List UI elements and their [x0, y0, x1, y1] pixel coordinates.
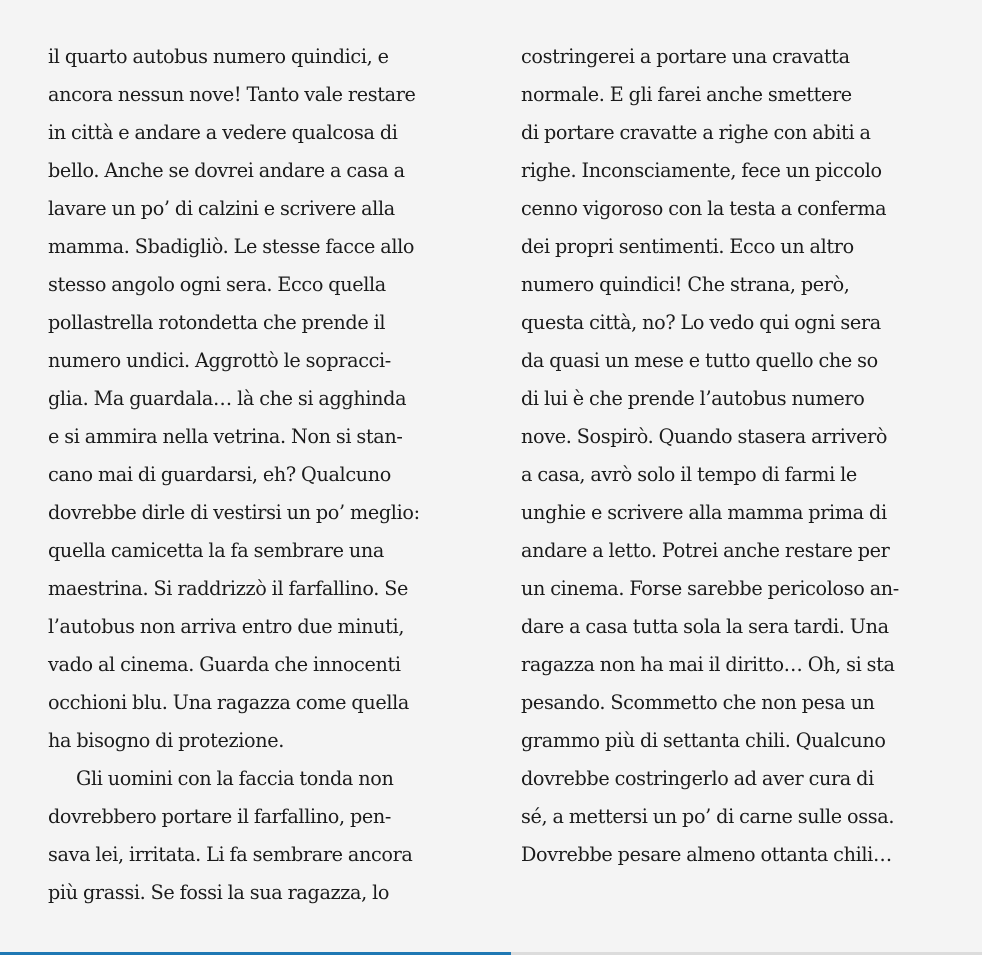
text-line: numero quindici! Che strana, però,: [521, 273, 850, 296]
text-line: bello. Anche se dovrei andare a casa a: [48, 159, 405, 182]
text-line: dovrebbe dirle di vestirsi un po’ meglio:: [48, 501, 420, 524]
text-line: un cinema. Forse sarebbe pericoloso an-: [521, 577, 899, 600]
text-line: dare a casa tutta sola la sera tardi. Una: [521, 615, 889, 638]
text-line: andare a letto. Potrei anche restare per: [521, 539, 890, 562]
text-line: il quarto autobus numero quindici, e: [48, 45, 389, 68]
text-line: Gli uomini con la faccia tonda non: [76, 767, 394, 790]
text-line: cenno vigoroso con la testa a conferma: [521, 197, 887, 220]
text-line: grammo più di settanta chili. Qualcuno: [521, 729, 886, 752]
text-column-left: [48, 42, 488, 916]
text-line: dovrebbe costringerlo ad aver cura di: [521, 767, 874, 790]
text-line: sava lei, irritata. Li fa sembrare ancora: [48, 843, 413, 866]
text-line: dovrebbero portare il farfallino, pen-: [48, 805, 392, 828]
text-line: dei propri sentimenti. Ecco un altro: [521, 235, 854, 258]
text-line: Dovrebbe pesare almeno ottanta chili…: [521, 843, 892, 866]
text-line: di lui è che prende l’autobus numero: [521, 387, 865, 410]
text-line: questa città, no? Lo vedo qui ogni sera: [521, 311, 881, 334]
text-line: cano mai di guardarsi, eh? Qualcuno: [48, 463, 391, 486]
text-line: ragazza non ha mai il diritto… Oh, si sta: [521, 653, 895, 676]
text-line: righe. Inconsciamente, fece un piccolo: [521, 159, 882, 182]
text-line: mamma. Sbadigliò. Le stesse facce allo: [48, 235, 415, 258]
text-line: quella camicetta la fa sembrare una: [48, 539, 385, 562]
text-line: da quasi un mese e tutto quello che so: [521, 349, 878, 372]
text-line: a casa, avrò solo il tempo di farmi le: [521, 463, 857, 486]
text-line: ha bisogno di protezione.: [48, 729, 284, 752]
text-line: di portare cravatte a righe con abiti a: [521, 121, 871, 144]
text-line: numero undici. Aggrottò le sopracci-: [48, 349, 391, 372]
text-line: e si ammira nella vetrina. Non si stan-: [48, 425, 403, 448]
text-line: normale. E gli farei anche smettere: [521, 83, 852, 106]
text-line: l’autobus non arriva entro due minuti,: [48, 615, 405, 638]
text-line: vado al cinema. Guarda che innocenti: [48, 653, 401, 676]
text-line: pollastrella rotondetta che prende il: [48, 311, 386, 334]
text-line: sé, a mettersi un po’ di carne sulle ossa.: [521, 805, 895, 828]
text-line: nove. Sospirò. Quando stasera arriverò: [521, 425, 888, 448]
text-line: maestrina. Si raddrizzò il farfallino. Se: [48, 577, 409, 600]
text-line: stesso angolo ogni sera. Ecco quella: [48, 273, 386, 296]
text-line: in città e andare a vedere qualcosa di: [48, 121, 398, 144]
text-line: occhioni blu. Una ragazza come quella: [48, 691, 410, 714]
text-line: unghie e scrivere alla mamma prima di: [521, 501, 887, 524]
text-line: costringerei a portare una cravatta: [521, 45, 850, 68]
text-line: lavare un po’ di calzini e scrivere alla: [48, 197, 395, 220]
text-line: glia. Ma guardala… là che si agghinda: [48, 387, 407, 410]
text-line: ancora nessun nove! Tanto vale restare: [48, 83, 416, 106]
text-column-right: [521, 42, 961, 878]
text-line: pesando. Scommetto che non pesa un: [521, 691, 875, 714]
text-line: più grassi. Se fossi la sua ragazza, lo: [48, 881, 390, 904]
